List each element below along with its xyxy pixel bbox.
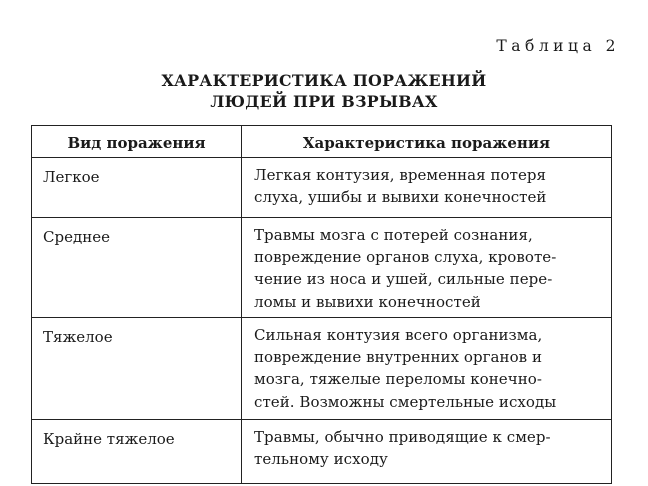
table-title	[0, 70, 648, 112]
description-line: повреждение органов слуха, кровоте-	[254, 248, 557, 267]
description-line: Легкая контузия, временная потеря	[254, 166, 547, 184]
title-line-2: ЛЮДЕЙ ПРИ ВЗРЫВАХ	[210, 92, 438, 111]
injury-type-cell: Крайне тяжелое	[32, 420, 242, 484]
injury-type-cell: Среднее	[32, 218, 242, 318]
table-row	[32, 218, 612, 318]
description-line: ломы и вывихи конечностей	[254, 292, 481, 311]
description-line: слуха, ушибы и вывихи конечностей	[254, 188, 547, 207]
table-row	[32, 318, 612, 420]
injury-type-cell: Тяжелое	[32, 318, 242, 420]
description-line: Травмы, обычно приводящие к смер-	[254, 428, 551, 446]
description-line: чение из носа и ушей, сильные пере-	[254, 270, 553, 289]
injury-table	[31, 125, 612, 484]
table-header-row	[32, 126, 612, 158]
injury-description-cell	[242, 420, 612, 484]
description-line: Травмы мозга с потерей сознания,	[254, 226, 533, 244]
header-injury-characteristic: Характеристика поражения	[242, 126, 612, 158]
title-line-1: ХАРАКТЕРИСТИКА ПОРАЖЕНИЙ	[161, 71, 487, 90]
description-line: стей. Возможны смертельные исходы	[254, 392, 557, 411]
injury-description-cell	[242, 158, 612, 218]
header-injury-type: Вид поражения	[32, 126, 242, 158]
description-line: Сильная контузия всего организма,	[254, 326, 543, 344]
description-line: повреждение внутренних органов и	[254, 348, 543, 367]
injury-description-cell	[242, 218, 612, 318]
table-number: Таблица 2	[496, 37, 620, 55]
description-line: тельному исходу	[254, 450, 388, 469]
table-row	[32, 158, 612, 218]
injury-type-cell: Легкое	[32, 158, 242, 218]
injury-description-cell	[242, 318, 612, 420]
table-row	[32, 420, 612, 484]
description-line: мозга, тяжелые переломы конечно-	[254, 370, 542, 389]
